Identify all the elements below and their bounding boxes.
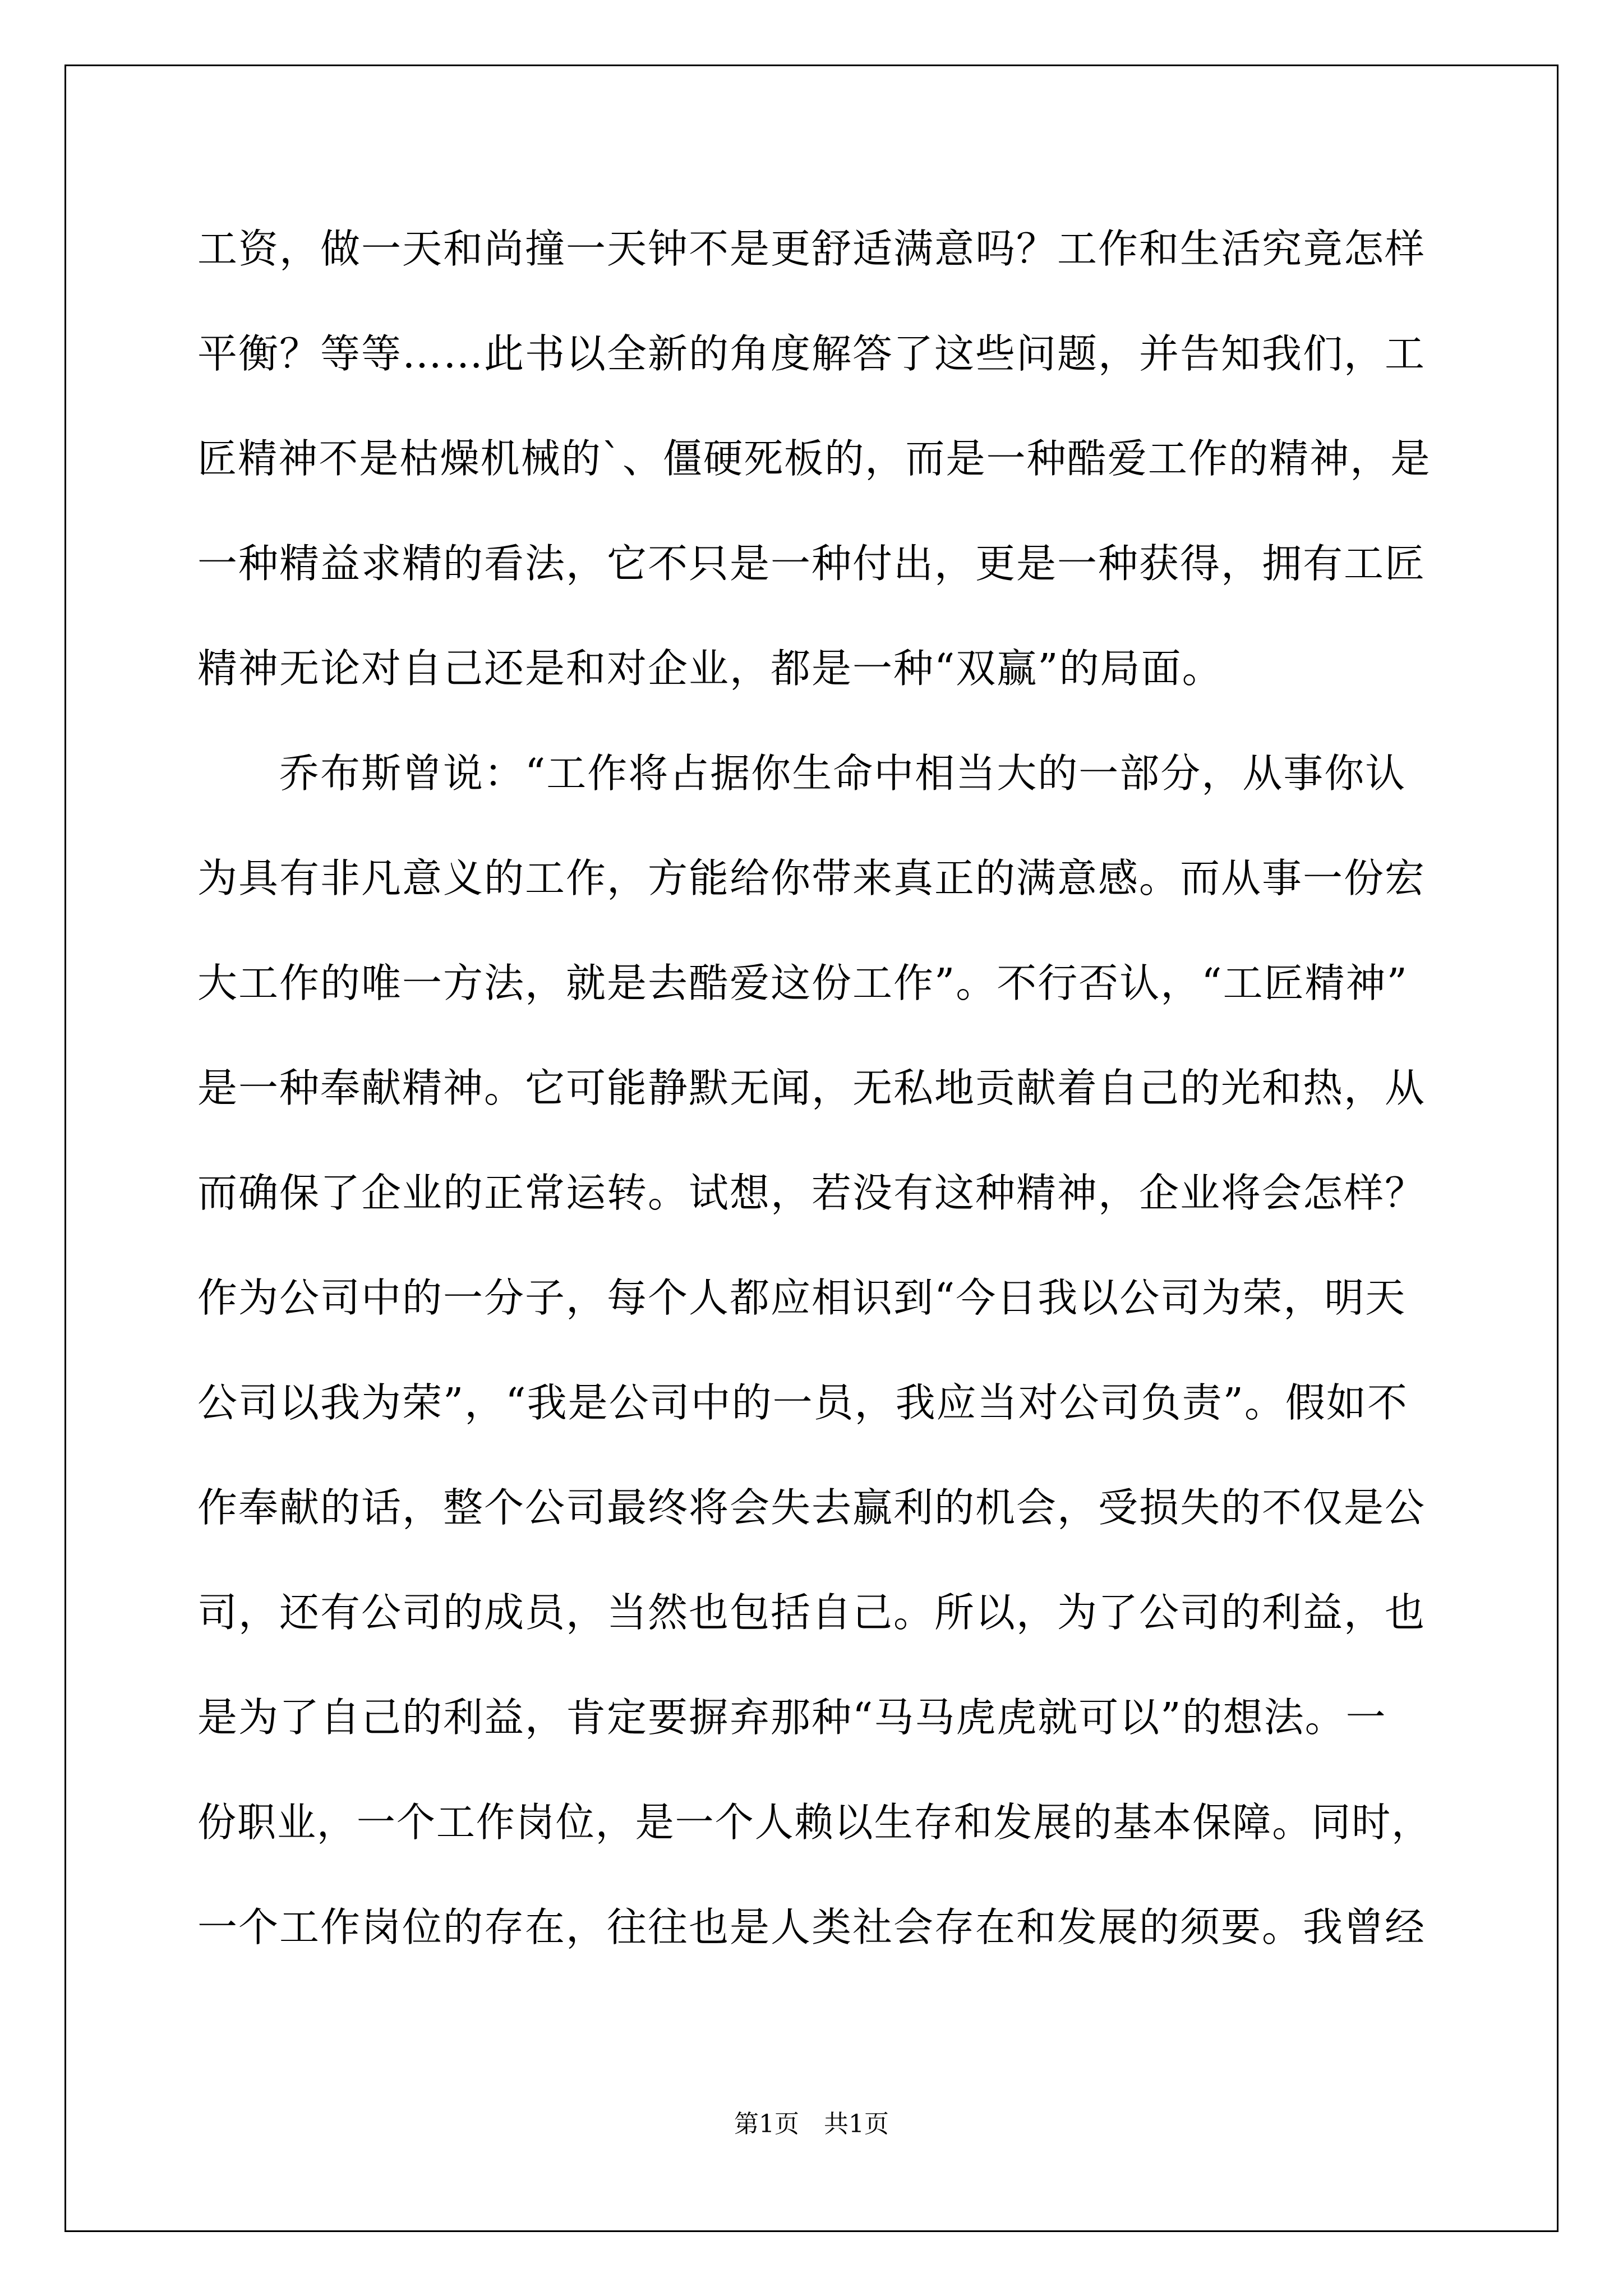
text-line: 作为公司中的一分子，每个人都应相识到“今日我以公司为荣，明天 — [197, 1274, 1407, 1321]
page-footer: 第1页 共1页 — [734, 2110, 889, 2138]
text-line: 乔布斯曾说：“工作将占据你生命中相当大的一部分，从事你认 — [197, 750, 1407, 797]
text-line: 为具有非凡意义的工作，方能给你带来真正的满意感。而从事一份宏 — [197, 855, 1426, 901]
text-line: 一种精益求精的看法，它不只是一种付出，更是一种获得，拥有工匠 — [197, 540, 1426, 587]
text-line: 公司以我为荣”，“我是公司中的一员，我应当对公司负责”。假如不 — [197, 1379, 1408, 1426]
text-line: 份职业，一个工作岗位，是一个人赖以生存和发展的基本保障。同时， — [197, 1799, 1432, 1846]
text-line: 而确保了企业的正常运转。试想，若没有这种精神，企业将会怎样？ — [197, 1170, 1426, 1216]
text-line: 司，还有公司的成员，当然也包括自己。所以，为了公司的利益，也 — [197, 1589, 1426, 1636]
text-line: 工资，做一天和尚撞一天钟不是更舒适满意吗？工作和生活究竟怎样 — [197, 226, 1426, 272]
text-line: 是一种奉献精神。它可能静默无闻，无私地贡献着自己的光和热，从 — [197, 1065, 1426, 1111]
text-line: 作奉献的话，整个公司最终将会失去赢利的机会，受损失的不仅是公 — [197, 1484, 1426, 1531]
text-line: 一个工作岗位的存在，往往也是人类社会存在和发展的须要。我曾经 — [197, 1904, 1426, 1950]
text-line: 平衡？等等……此书以全新的角度解答了这些问题，并告知我们，工 — [197, 330, 1426, 377]
text-line: 精神无论对自己还是和对企业，都是一种“双赢”的局面。 — [197, 645, 1223, 692]
text-line: 是为了自己的利益，肯定要摒弃那种“马马虎虎就可以”的想法。一 — [197, 1694, 1387, 1741]
text-line: 大工作的唯一方法，就是去酷爱这份工作”。不行否认，“工匠精神” — [197, 960, 1408, 1006]
text-line: 匠精神不是枯燥机械的`、僵硬死板的，而是一种酷爱工作的精神，是 — [197, 435, 1431, 482]
